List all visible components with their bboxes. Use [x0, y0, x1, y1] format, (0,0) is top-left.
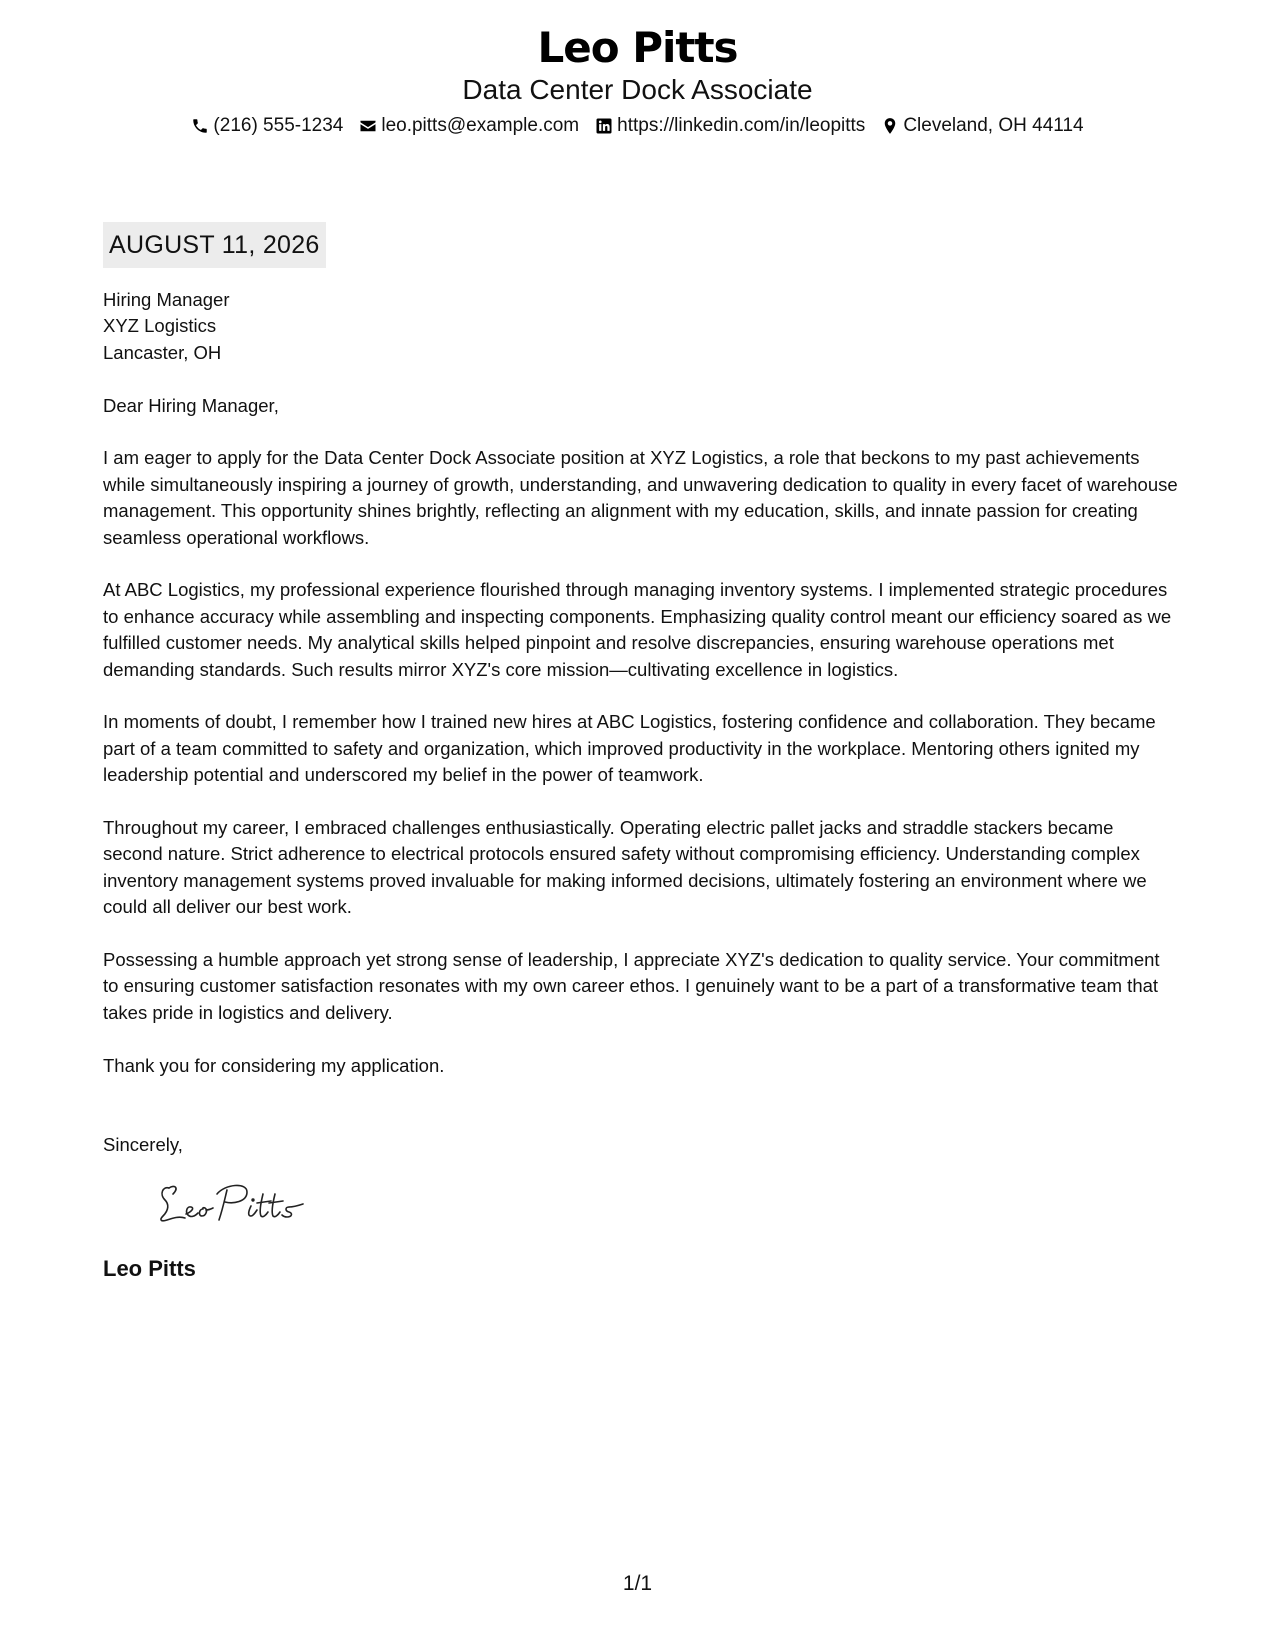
envelope-icon: [359, 117, 377, 135]
linkedin-icon: [595, 117, 613, 135]
contact-linkedin[interactable]: [595, 114, 865, 138]
body-paragraph: Throughout my career, I embraced challenges enthusiastically. Operating electric pallet jacks and straddle stackers became second nature. Strict adherence to electrical protocols ensured safety without compromising efficiency. Understanding complex inventory management systems proved invaluable for making informed decisions, ultimately fostering an environment where we could all deliver our best work.: [103, 817, 1147, 918]
linkedin-link[interactable]: https://linkedin.com/in/leopitts: [617, 115, 866, 136]
recipient-company: XYZ Logistics: [103, 315, 217, 337]
body-paragraph: I am eager to apply for the Data Center Dock Associate position at XYZ Logistics, a role that beckons to my past achievements while simultaneously inspiring a journey of growth, understanding, and unwavering dedication to quality in every facet of warehouse management. This opportunity shines brightly, reflecting an alignment with my education, skills, and innate passion for creating seamless operational workflows.: [103, 447, 1178, 548]
applicant-name: Leo Pitts: [537, 23, 738, 72]
phone-icon: [191, 117, 209, 135]
letter-body: [103, 287, 1178, 1283]
closing: Sincerely,: [103, 1134, 183, 1156]
body-paragraph: Possessing a humble approach yet strong sense of leadership, I appreciate XYZ's dedication to quality service. Your commitment to ensuring customer satisfaction resonates with my own career ethos. I genuinely want to be a part of a transformative team that takes pride in logistics and delivery.: [103, 949, 1160, 1023]
signature-image: [155, 1176, 1178, 1228]
letter-header: [0, 22, 1275, 138]
page-indicator: 1/1: [622, 1572, 653, 1595]
phone-text: (216) 555-1234: [213, 115, 344, 136]
job-title: Data Center Dock Associate: [462, 74, 813, 105]
thank-you-line: Thank you for considering my application.: [103, 1054, 445, 1076]
map-pin-icon: [881, 117, 899, 135]
recipient-location: Lancaster, OH: [103, 341, 222, 363]
location-text: Cleveland, OH 44114: [903, 115, 1084, 136]
body-paragraph: In moments of doubt, I remember how I trained new hires at ABC Logistics, fostering confidence and collaboration. They became part of a team committed to safety and organization, which improved productivity in the workplace. Mentoring others ignited my leadership potential and underscored my belief in the power of teamwork.: [103, 711, 1156, 786]
letter-date: AUGUST 11, 2026: [103, 222, 326, 268]
signer-name: Leo Pitts: [103, 1256, 196, 1282]
salutation: Dear Hiring Manager,: [103, 394, 279, 416]
contact-phone: [191, 114, 343, 138]
contact-bar: [0, 114, 1275, 138]
contact-email[interactable]: [359, 114, 579, 138]
contact-location: [881, 114, 1083, 138]
email-link[interactable]: leo.pitts@example.com: [381, 115, 580, 136]
recipient-block: [103, 287, 1178, 366]
body-paragraph: At ABC Logistics, my professional experience flourished through managing inventory systems. I implemented strategic procedures to enhance accuracy while assembling and inspecting components. Emphasizing quality control meant our efficiency soared as we fulfilled customer needs. My analytical skills helped pinpoint and resolve discrepancies, ensuring warehouse operations met demanding standards. Such results mirror XYZ's core mission—cultivating excellence in logistics.: [103, 579, 1172, 680]
recipient-name: Hiring Manager: [103, 289, 230, 310]
